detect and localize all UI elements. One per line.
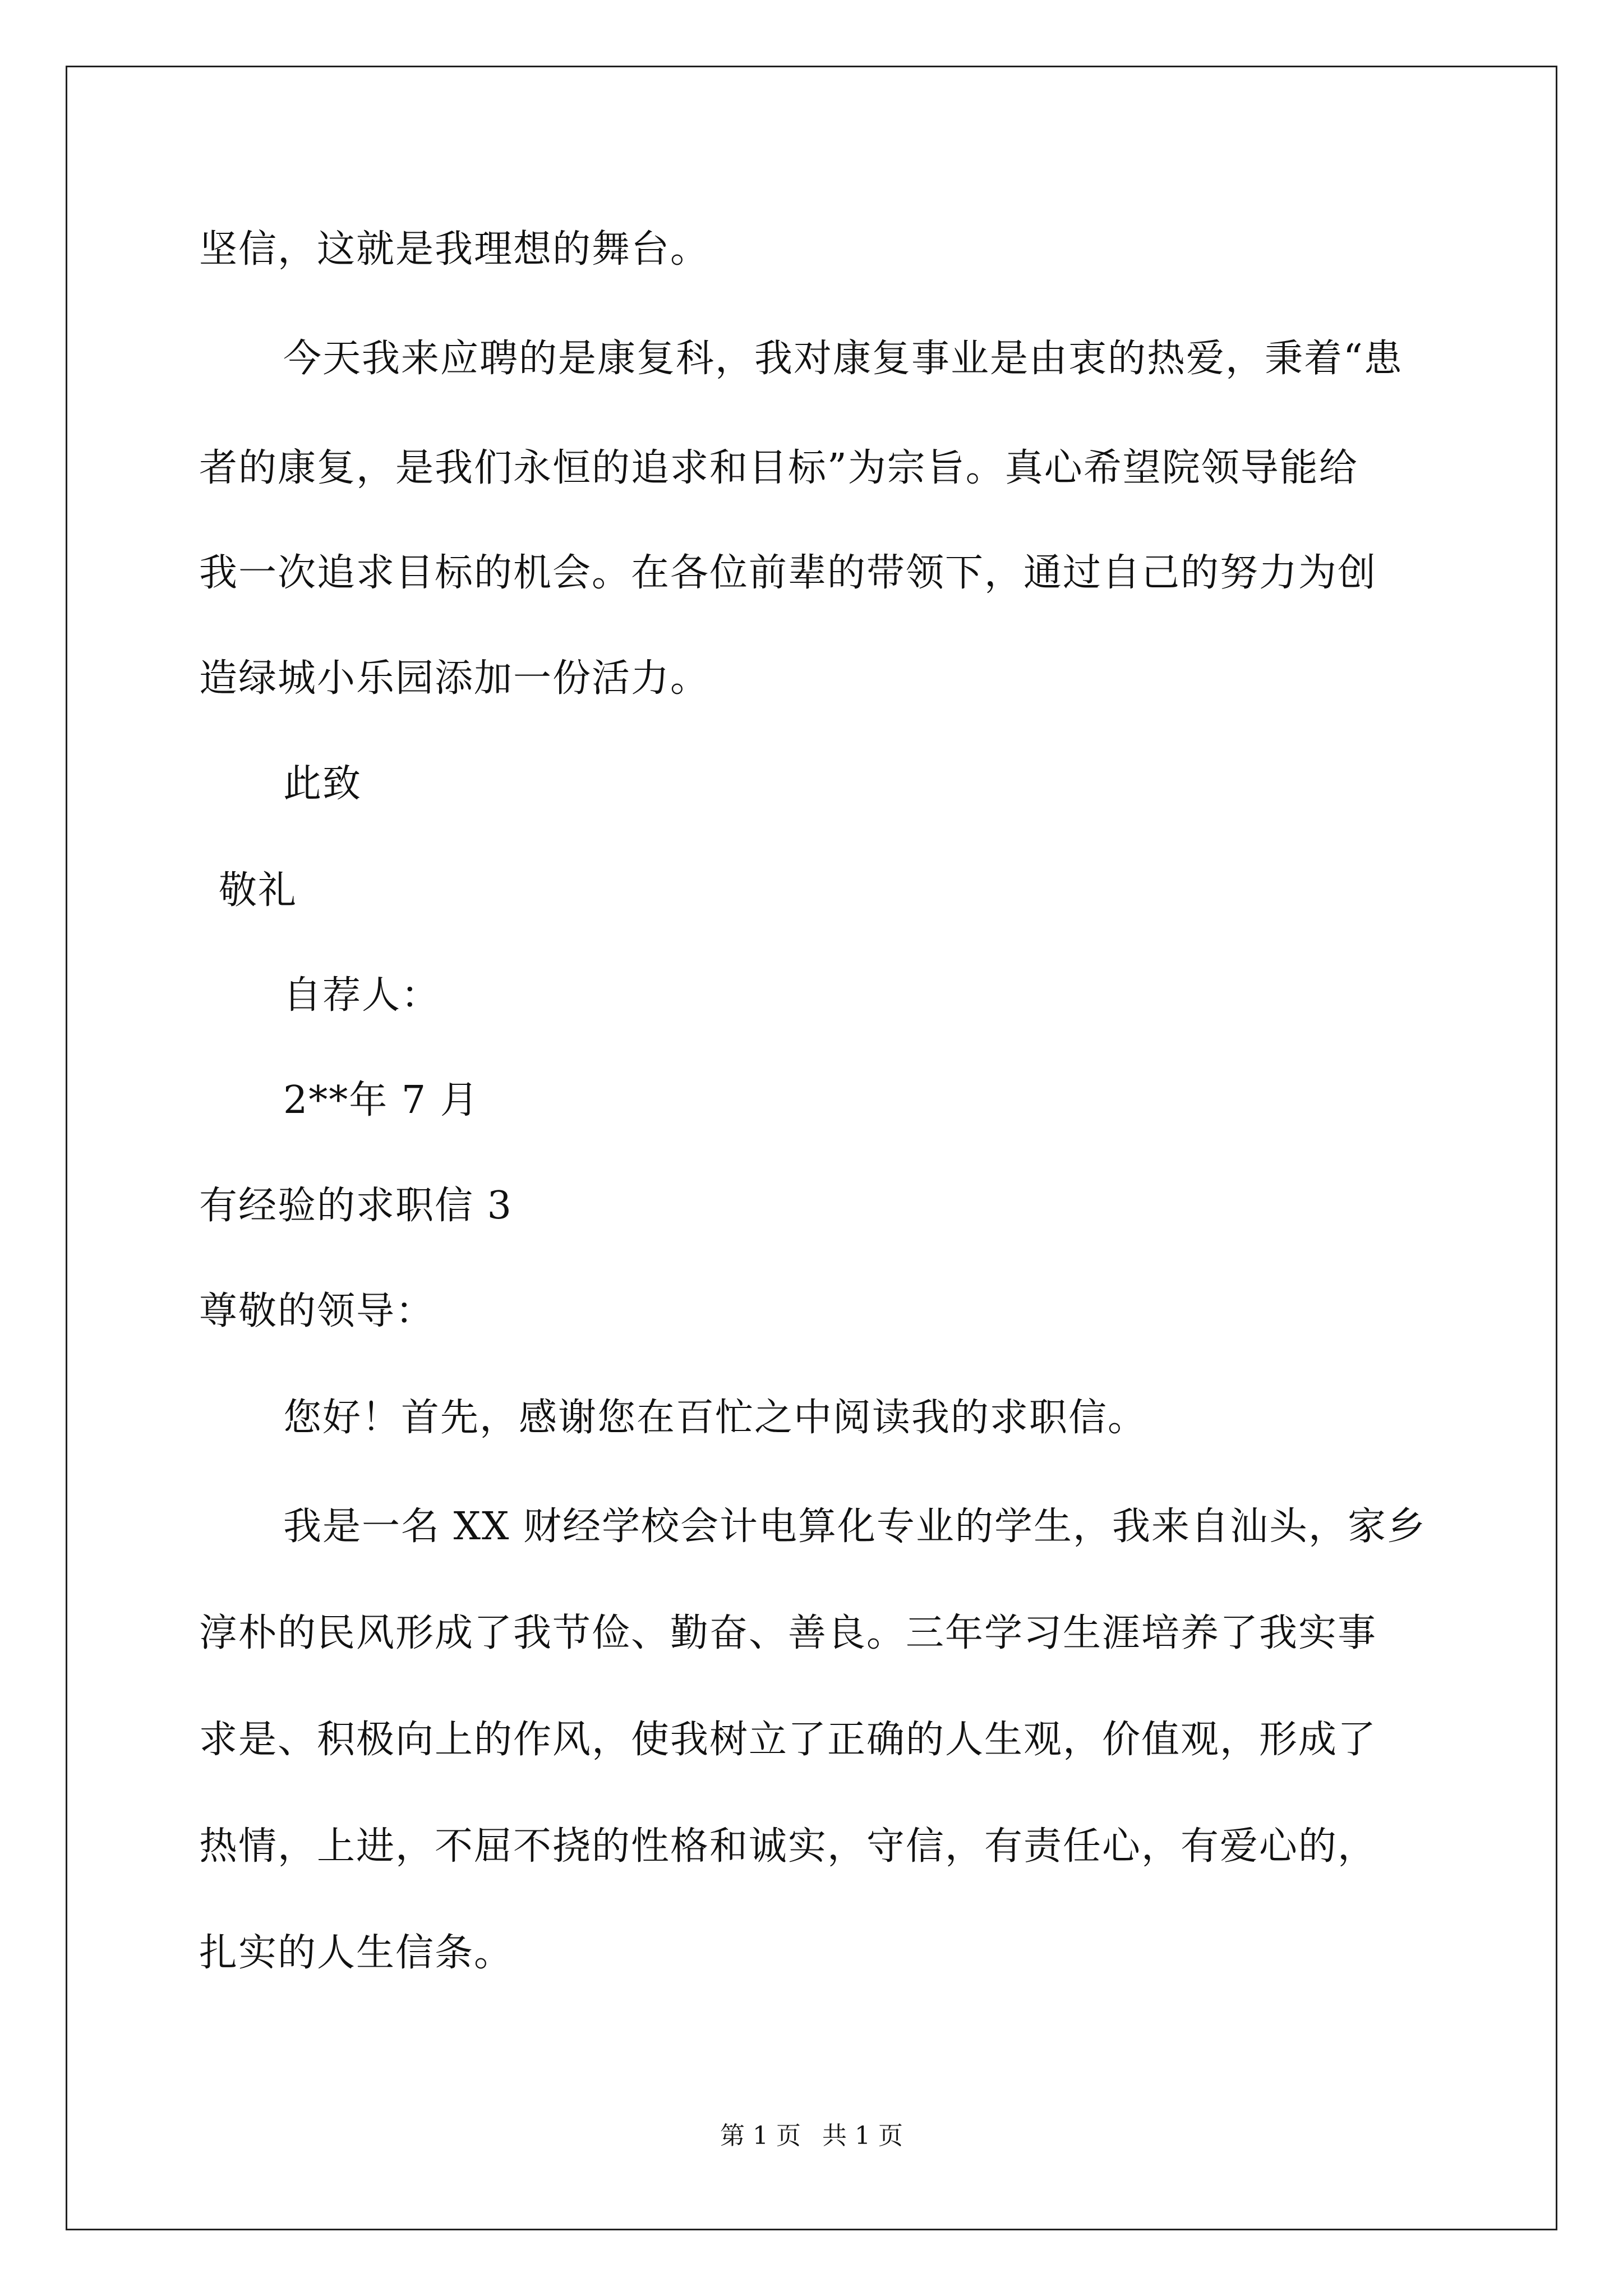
body-line-7: 我是一名 XX 财经学校会计电算化专业的学生，我来自汕头，家乡 [283,1504,1427,1549]
signature-label: 自荐人： [283,973,441,1018]
date-line: 2**年 7 月 [283,1078,479,1122]
body-line-9: 求是、积极向上的作风，使我树立了正确的人生观，价值观，形成了 [199,1718,1377,1762]
page-border [66,66,1557,2230]
body-line-11: 扎实的人生信条。 [199,1931,514,1975]
closing-salutation: 此致 [283,762,362,806]
body-line-5: 造绿城小乐园添加一份活力。 [199,656,710,701]
body-line-2: 今天我来应聘的是康复科，我对康复事业是由衷的热爱，秉着“患 [283,337,1403,381]
body-line-4: 我一次追求目标的机会。在各位前辈的带领下，通过自己的努力为创 [199,551,1377,595]
closing-regards: 敬礼 [219,868,298,913]
section-title: 有经验的求职信 3 [199,1184,513,1228]
greeting: 尊敬的领导： [199,1289,435,1333]
body-line-6: 您好！首先，感谢您在百忙之中阅读我的求职信。 [283,1396,1147,1440]
body-line-10: 热情，上进，不屈不挠的性格和诚实，守信，有责任心，有爱心的， [199,1824,1377,1869]
body-line-1: 坚信，这就是我理想的舞台。 [199,227,710,272]
page-total: 共 1 页 [822,2122,903,2150]
page-number: 第 1 页 [720,2122,801,2150]
page-footer [0,2120,1623,2152]
body-line-8: 淳朴的民风形成了我节俭、勤奋、善良。三年学习生涯培养了我实事 [199,1611,1377,1655]
body-line-3: 者的康复，是我们永恒的追求和目标”为宗旨。真心希望院领导能给 [199,446,1358,490]
